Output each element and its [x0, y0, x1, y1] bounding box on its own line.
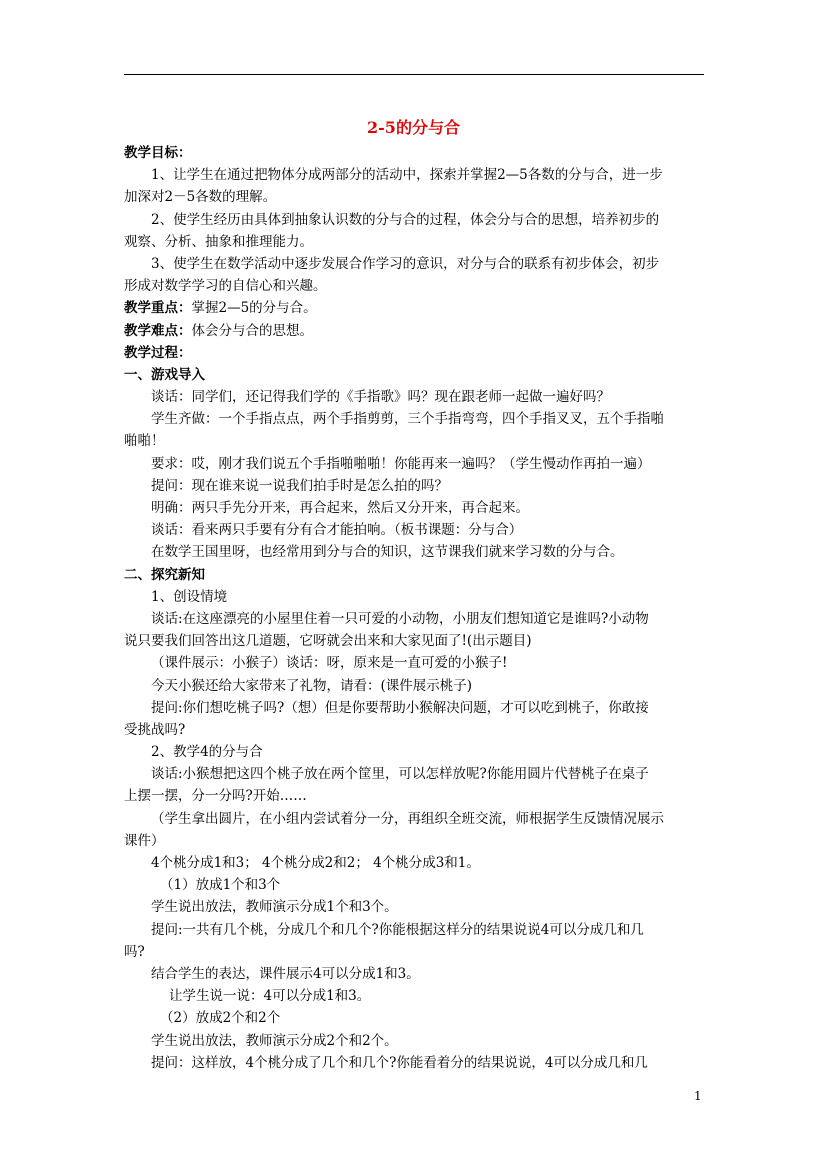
text-line: 今天小猴还给大家带来了礼物，请看：(课件展示桃子) — [151, 677, 473, 694]
text-line: （2）放成2个和2个 — [160, 1010, 281, 1027]
text-line: 二、探究新知 — [124, 566, 205, 583]
text-line: 要求：哎，刚才我们说五个手指啪啪啪！你能再来一遍吗？（学生慢动作再拍一遍） — [151, 455, 651, 472]
section-label: 教学难点： — [124, 322, 192, 339]
text-line: （学生拿出圆片，在小组内尝试着分一分，再组织全班交流，师根据学生反馈情况展示 — [151, 810, 664, 827]
document-title: 2-5的分与合 — [367, 118, 460, 137]
text-line: 学生说出放法，教师演示分成2个和2个。 — [151, 1032, 398, 1049]
page-number: 1 — [694, 1089, 702, 1103]
text-line: 明确：两只手先分开来，再合起来，然后又分开来，再合起来。 — [151, 500, 529, 516]
text-line: 谈话：看来两只手要有分有合才能拍响。（板书课题：分与合） — [151, 522, 523, 539]
text-line: 2、使学生经历由具体到抽象认识数的分与合的过程，体会分与合的思想，培养初步的 — [151, 211, 660, 228]
text-line: 3、使学生在数学活动中逐步发展合作学习的意识，对分与合的联系有初步体会，初步 — [151, 255, 660, 272]
text-line: 上摆一摆，分一分吗?开始…… — [124, 788, 307, 805]
text-line: 谈话:在这座漂亮的小屋里住着一只可爱的小动物，小朋友们想知道它是谁吗?小动物 — [151, 610, 649, 627]
text-line: 结合学生的表达，课件展示4可以分成1和3。 — [151, 965, 420, 982]
text-line: 一、游戏导入 — [124, 366, 205, 383]
text-line: 2、教学4的分与合 — [151, 744, 263, 761]
text-line: 1、创设情境 — [151, 588, 228, 605]
text-line: 让学生说一说：4可以分成1和3。 — [169, 988, 371, 1005]
section-text: 体会分与合的思想。 — [191, 322, 313, 339]
section-label: 教学重点： — [124, 300, 192, 317]
text-line: 在数学王国里呀，也经常用到分与合的知识，这节课我们就来学习数的分与合。 — [151, 544, 624, 561]
text-line: 加深对2－5各数的理解。 — [124, 189, 277, 206]
text-line: （课件展示：小猴子）谈话：呀，原来是一直可爱的小猴子! — [151, 655, 508, 672]
text-line: 提问:一共有几个桃，分成几个和几个?你能根据这样分的结果说说4可以分成几和几 — [151, 921, 644, 938]
text-line: 提问：这样放，4个桃分成了几个和几个?你能看着分的结果说说，4可以分成几和几 — [151, 1054, 648, 1071]
text-line: 学生说出放法，教师演示分成1个和3个。 — [151, 899, 398, 916]
text-line — [124, 320, 704, 342]
text-line: 提问：现在谁来说一说我们拍手时是怎么拍的吗？ — [151, 477, 448, 494]
text-line: 谈话:小猴想把这四个桃子放在两个筐里，可以怎样放呢?你能用圆片代替桃子在桌子 — [151, 766, 649, 783]
text-line: 形成对数学学习的自信心和兴趣。 — [124, 278, 327, 295]
header-rule — [124, 74, 704, 75]
text-line: （1）放成1个和3个 — [160, 877, 281, 894]
text-line: 教学过程： — [124, 344, 192, 361]
section-text: 掌握2—5的分与合。 — [191, 300, 317, 317]
text-line: 受挑战吗? — [124, 721, 186, 738]
text-line: 观察、分析、抽象和推理能力。 — [124, 233, 313, 250]
text-line: 啪啪！ — [124, 433, 165, 450]
text-line: 学生齐做：一个手指点点，两个手指剪剪，三个手指弯弯，四个手指叉叉，五个手指啪 — [151, 411, 664, 428]
document-body — [124, 142, 704, 1074]
text-line: 教学目标： — [124, 145, 192, 161]
text-line: 课件） — [124, 832, 165, 849]
text-line — [124, 297, 704, 319]
text-line: 说只要我们回答出这几道题，它呀就会出来和大家见面了!(出示题目) — [124, 633, 532, 650]
text-line: 吗? — [124, 943, 145, 960]
text-line: 提问:你们想吃桃子吗?（想）但是你要帮助小猴解决问题，才可以吃到桃子，你敢接 — [151, 699, 649, 716]
text-line: 谈话：同学们，还记得我们学的《手指歌》吗？现在跟老师一起做一遍好吗？ — [151, 389, 610, 406]
text-line: 4个桃分成1和3； 4个桃分成2和2； 4个桃分成3和1。 — [151, 855, 480, 871]
text-line: 1、让学生在通过把物体分成两部分的活动中，探索并掌握2—5各数的分与合，进一步 — [151, 167, 663, 184]
